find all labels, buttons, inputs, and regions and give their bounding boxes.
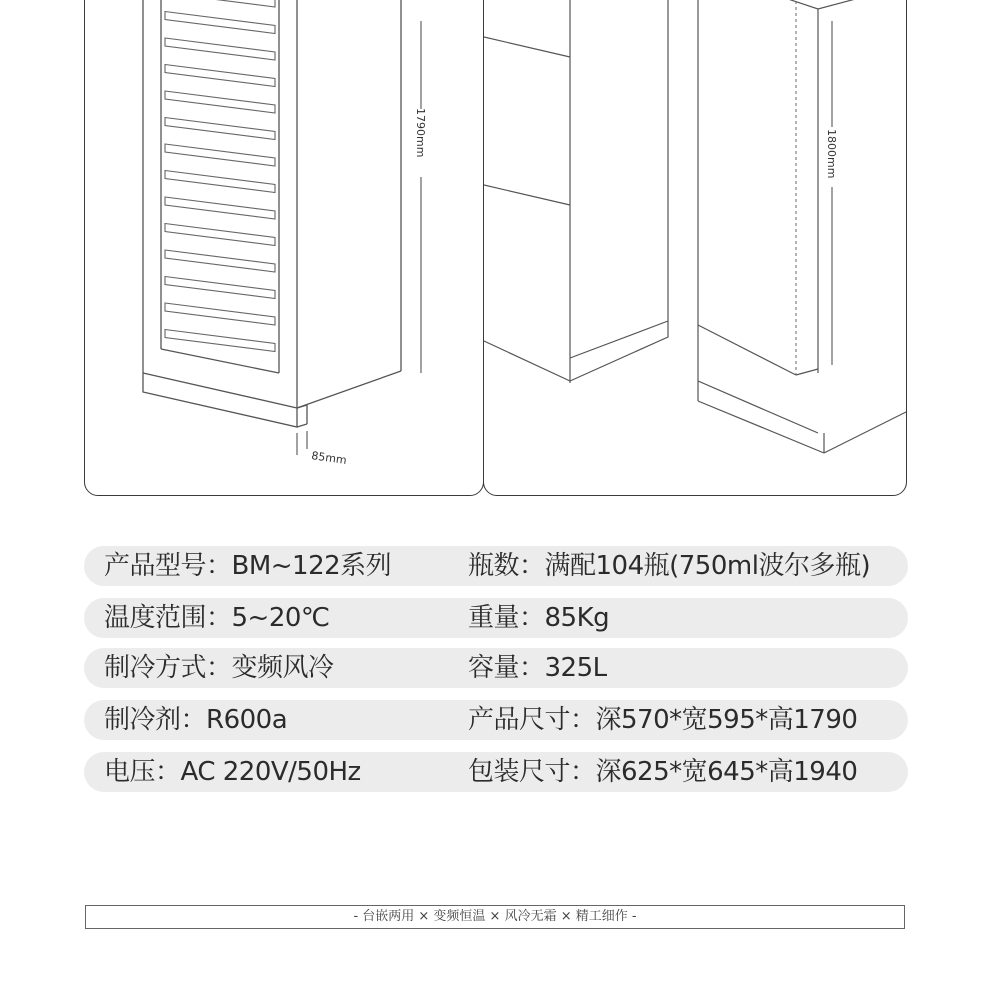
illustration-cabinet-front bbox=[84, 0, 484, 496]
wine-shelf bbox=[165, 144, 275, 166]
cavity-height-label: 1800mm bbox=[825, 129, 838, 179]
cabinet-front-drawing bbox=[85, 0, 484, 496]
footer-tagline-box bbox=[85, 905, 905, 929]
wine-shelf bbox=[165, 12, 275, 34]
wine-shelf bbox=[165, 197, 275, 219]
spec-volume: 容量：325L bbox=[468, 653, 607, 683]
spec-row bbox=[84, 648, 908, 688]
wine-shelf bbox=[165, 0, 275, 7]
spec-cooling-method: 制冷方式：变频风冷 bbox=[104, 653, 334, 683]
base-dimension-label: 85mm bbox=[310, 449, 348, 467]
spec-row bbox=[84, 752, 908, 792]
wine-shelf bbox=[165, 250, 275, 272]
wine-shelf bbox=[165, 171, 275, 193]
built-in-drawing bbox=[484, 0, 907, 496]
spec-bottle-capacity: 瓶数：满配104瓶(750ml波尔多瓶) bbox=[468, 551, 871, 581]
spec-weight: 重量：85Kg bbox=[468, 603, 610, 633]
spec-package-size: 包装尺寸：深625*宽645*高1940 bbox=[468, 757, 858, 787]
wine-shelf bbox=[165, 277, 275, 299]
footer-tagline: - 台嵌两用 × 变频恒温 × 风冷无霜 × 精工细作 - bbox=[353, 909, 637, 924]
spec-refrigerant: 制冷剂：R600a bbox=[104, 705, 288, 735]
cabinet-plinth bbox=[143, 373, 297, 427]
spec-product-size: 产品尺寸：深570*宽595*高1790 bbox=[468, 705, 858, 735]
wine-shelf bbox=[165, 38, 275, 60]
illustration-built-in-installation bbox=[483, 0, 907, 496]
spec-row bbox=[84, 546, 908, 586]
cabinet-side-bottom-edge bbox=[297, 371, 401, 408]
wine-shelf bbox=[165, 303, 275, 325]
spec-row bbox=[84, 598, 908, 638]
wine-shelf bbox=[165, 91, 275, 113]
wine-shelves bbox=[165, 0, 275, 352]
spec-temperature-range: 温度范围：5~20℃ bbox=[104, 603, 330, 633]
spec-row bbox=[84, 700, 908, 740]
wine-shelf bbox=[165, 330, 275, 352]
wine-shelf bbox=[165, 224, 275, 246]
drawer-line-2 bbox=[484, 185, 570, 205]
spec-voltage: 电压：AC 220V/50Hz bbox=[104, 757, 361, 787]
base-dimension-line bbox=[297, 431, 307, 455]
drawer-line-1 bbox=[484, 37, 570, 57]
height-dimension-label: 1790mm bbox=[414, 108, 427, 158]
wine-shelf bbox=[165, 118, 275, 140]
spec-model: 产品型号：BM~122系列 bbox=[104, 551, 392, 581]
wine-shelf bbox=[165, 65, 275, 87]
